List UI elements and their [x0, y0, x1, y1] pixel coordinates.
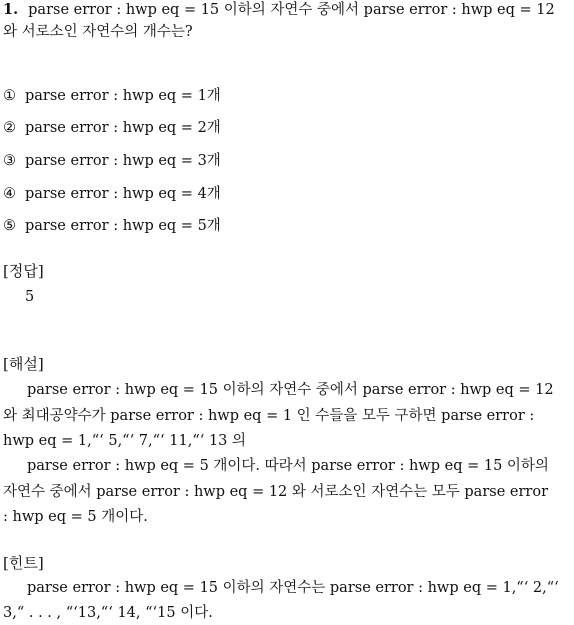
- choice-4[interactable]: [3, 184, 572, 204]
- choice-3-mark: ③: [3, 153, 16, 169]
- choice-5-text: parse error : hwp eq = 5개: [25, 218, 221, 234]
- choice-4-mark: ④: [3, 186, 16, 202]
- question-line-2: [3, 22, 572, 42]
- choice-3[interactable]: [3, 151, 572, 171]
- hint-line-1: parse error : hwp eq = 15 이하의 자연수는 parse error : hwp eq = 1,“‘ 2,“‘: [27, 580, 559, 596]
- explanation-line-5: 자연수 중에서 parse error : hwp eq = 12 와 서로소인 자연수는 모두 parse error: [3, 484, 548, 500]
- explanation-line-6: : hwp eq = 5 개이다.: [3, 509, 148, 525]
- choice-1-mark: ①: [3, 88, 16, 104]
- choice-4-text: parse error : hwp eq = 4개: [25, 186, 221, 202]
- choice-2-text: parse error : hwp eq = 2개: [25, 120, 221, 136]
- question-number: 1.: [3, 1, 19, 18]
- answer-value: 5: [25, 289, 35, 305]
- explanation-line-3: hwp eq = 1,“‘ 5,“‘ 7,“‘ 11,“‘ 13 의: [3, 433, 247, 449]
- choice-2-mark: ②: [3, 120, 16, 136]
- answer-heading: [정답]: [3, 262, 44, 280]
- explanation-heading: [해설]: [3, 355, 44, 373]
- choice-5[interactable]: [3, 216, 572, 236]
- choice-1-text: parse error : hwp eq = 1개: [25, 88, 221, 104]
- choice-5-mark: ⑤: [3, 218, 16, 234]
- hint-line-2: 3,“ . . . , “‘13,“‘ 14, “‘15 이다.: [3, 605, 213, 621]
- question-text-1: parse error : hwp eq = 15 이하의 자연수 중에서 parse error : hwp eq = 12: [28, 2, 555, 18]
- choice-3-text: parse error : hwp eq = 3개: [25, 153, 221, 169]
- hint-heading: [힌트]: [3, 554, 44, 572]
- question-line-1: [3, 0, 572, 20]
- choice-1[interactable]: [3, 86, 572, 106]
- question-text-2: 와 서로소인 자연수의 개수는?: [3, 24, 193, 40]
- explanation-line-1: parse error : hwp eq = 15 이하의 자연수 중에서 parse error : hwp eq = 12: [27, 382, 554, 398]
- choice-2[interactable]: [3, 118, 572, 138]
- explanation-line-2: 와 최대공약수가 parse error : hwp eq = 1 인 수들을 모두 구하면 parse error :: [3, 408, 535, 424]
- explanation-line-4: parse error : hwp eq = 5 개이다. 따라서 parse error : hwp eq = 15 이하의: [27, 458, 549, 474]
